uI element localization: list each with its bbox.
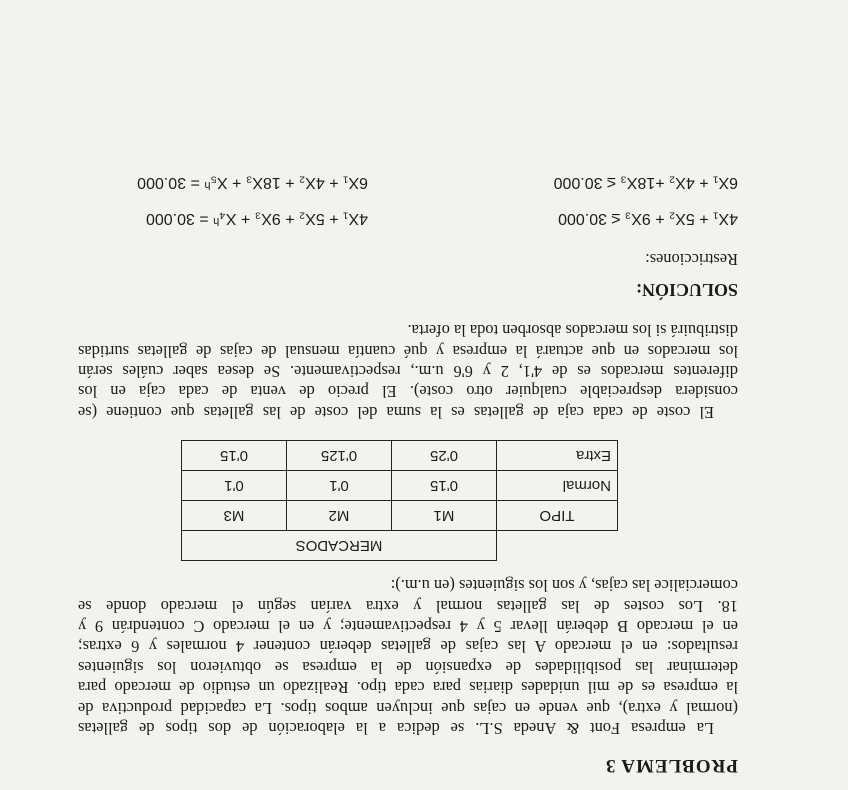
table-col-header: M1 bbox=[392, 500, 497, 530]
table-cell: 0'125 bbox=[287, 440, 392, 470]
paragraph-line: El coste de cada caja de galletas es la suma del coste de las galletas que contiene (se bbox=[78, 402, 714, 422]
paragraph-line: distribuirá si los mercados absorben toda la oferta. bbox=[407, 321, 738, 341]
table-cell: 0'15 bbox=[392, 470, 497, 500]
equality-1: 4X₁ + 5X₂ + 9X₃ + X₄ʰ = 30.000 bbox=[145, 209, 368, 227]
paragraph-line: resultados: en el mercado A las cajas de galletas deberán contener 4 normales y 6 extras; bbox=[78, 637, 738, 657]
table-row bbox=[182, 440, 618, 470]
paragraph-line: en el mercado B deberán llevar 5 y 4 respectivamente; y en el mercado C contendrán 9 y bbox=[78, 616, 738, 636]
table-cell: 0'1 bbox=[287, 470, 392, 500]
paragraph-line: la empresa es de mil unidades diarias para cada tipo. Realizado un estudio de mercado para bbox=[78, 678, 738, 698]
paragraph-line: 18. Los costes de las galletas normal y extra varían según el mercado donde se bbox=[78, 596, 738, 616]
paragraph-line: considera despreciable cualquier otro coste). El precio de venta de cada caja en los bbox=[78, 382, 738, 402]
table-group-header: MERCADOS bbox=[182, 530, 497, 560]
equation-row bbox=[78, 191, 738, 227]
equality-2: 6X₁ + 4X₂ + 18X₃ + X₅ʰ = 30.000 bbox=[137, 173, 368, 191]
inequality-2: 6X₁ + 4X₂ +18X₃ ≤ 30.000 bbox=[553, 173, 738, 191]
table-cell: 0'15 bbox=[182, 440, 287, 470]
paragraph-line: La empresa Font & Aneda S.L. se dedica a la elaboración de dos tipos de galletas bbox=[78, 719, 714, 738]
paragraph-line: diferentes mercados es de 4'1, 2 y 6'6 u.m., respectivamente. Se desea saber cuáles serán bbox=[78, 361, 738, 381]
table-cell: 0'1 bbox=[182, 470, 287, 500]
paragraph-line: los mercados en que actuará la empresa y qué cuantía mensual de cajas de galletas surtidas bbox=[78, 341, 738, 361]
problem-paragraph-1 bbox=[78, 575, 738, 738]
problem-title: PROBLEMA 3 bbox=[605, 755, 738, 776]
table-row-label: Normal bbox=[497, 470, 618, 500]
table-col-header: M3 bbox=[182, 500, 287, 530]
paragraph-line: (normal y extra), que vende en cajas que incluyen ambos tipos. La capacidad productiva de bbox=[78, 698, 738, 718]
problem-paragraph-2 bbox=[78, 320, 738, 422]
solution-heading: SOLUCIÓN: bbox=[635, 279, 738, 300]
restrictions-label: Restricciones: bbox=[645, 249, 738, 269]
inequality-1: 4X₁ + 5X₂ + 9X₃ ≤ 30.000 bbox=[558, 209, 738, 227]
page-content bbox=[78, 155, 738, 776]
equation-row bbox=[78, 155, 738, 191]
costs-table bbox=[181, 440, 618, 561]
paragraph-line: determinar las posibilidades de expansión de la empresa se obtuvieron los siguientes bbox=[78, 657, 738, 677]
table-cell: 0'25 bbox=[392, 440, 497, 470]
table-col-header-tipo: TIPO bbox=[497, 500, 618, 530]
table-row-label: Extra bbox=[497, 440, 618, 470]
paragraph-line: comercialice las cajas, y son los siguientes (en u.m.): bbox=[390, 576, 738, 596]
table-row bbox=[182, 470, 618, 500]
table-col-header: M2 bbox=[287, 500, 392, 530]
